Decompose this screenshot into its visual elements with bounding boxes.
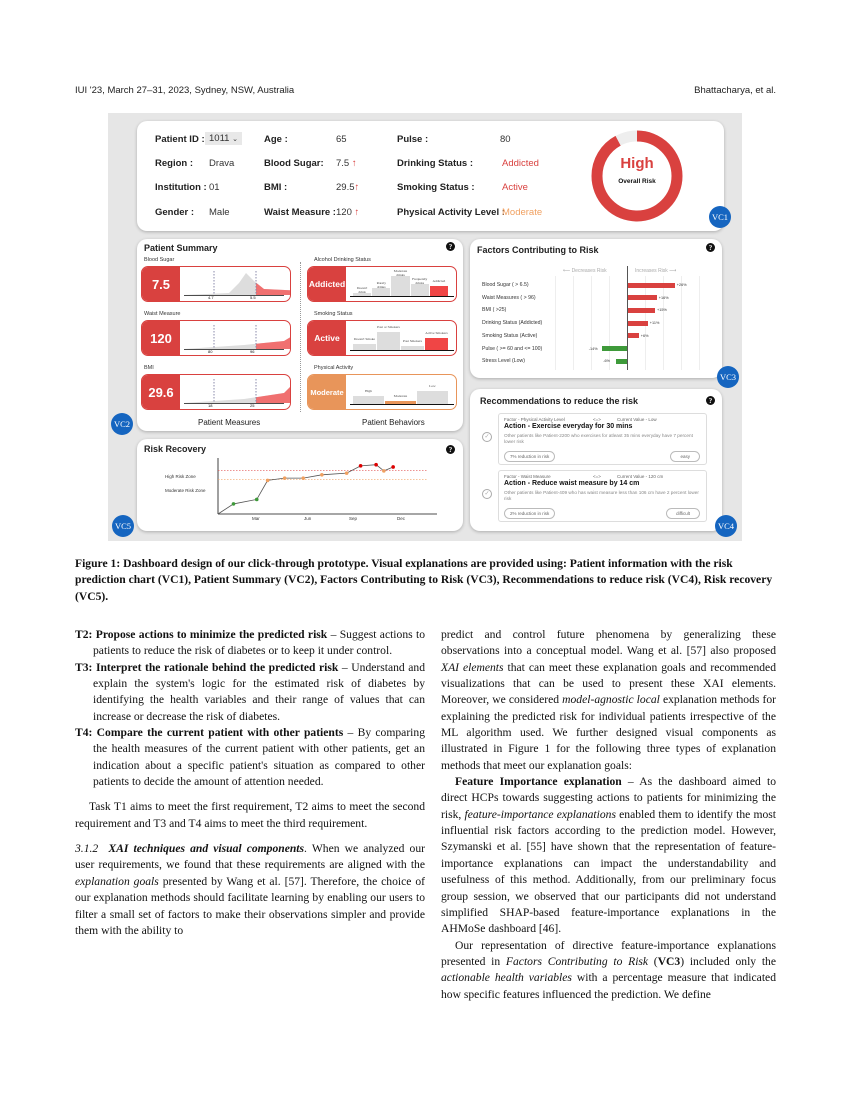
up-arrow-icon: ↑ [354, 207, 360, 218]
gridline [609, 276, 610, 370]
factors-title: Factors Contributing to Risk [477, 245, 599, 255]
right-column [441, 627, 776, 1003]
text-bold: VC3 [657, 954, 681, 968]
gridline [663, 276, 664, 370]
behavior-bar [411, 284, 429, 296]
patient-summary-title: Patient Summary [144, 243, 218, 253]
waist-value [336, 207, 359, 218]
factor-bar [628, 321, 648, 326]
section-title: XAI techniques and visual components [108, 842, 305, 856]
check-circle-icon[interactable]: ✓ [482, 432, 492, 442]
risk-point [301, 476, 305, 480]
reduction-pill: 2% reduction in risk [504, 508, 555, 519]
section-paragraph [75, 841, 425, 939]
text: presented by Wang et al. [57]. Therefore, the choice of our explanation methods should facilitate learning by enabling our users to filter a small set of factors to make their observations simpler and provide them with the ability to [75, 874, 425, 937]
pulse-value: 80 [500, 134, 511, 145]
gridline [555, 276, 556, 370]
axis [350, 404, 454, 405]
behavior-bar [353, 396, 384, 404]
paragraph [441, 774, 776, 937]
arrows: <=> [593, 417, 601, 422]
text-em: Factors Contributing to Risk [505, 954, 649, 968]
text: predict and control future phenomena by generalizing these observations into a conceptual model. Wang et al. [57] also proposed [441, 628, 776, 658]
t3-heading: T3: Interpret the rationale behind the predicted risk [75, 660, 339, 674]
risk-point [359, 464, 363, 468]
behavior-label: Physical Activity [314, 365, 354, 371]
patient-id-select[interactable] [205, 132, 242, 145]
action-text: Action - Reduce waist measure by 14 cm [504, 480, 640, 487]
running-header-left: IUI '23, March 27–31, 2023, Sydney, NSW, Australia [75, 85, 295, 96]
risk-point [283, 476, 287, 480]
distribution-plot [180, 321, 290, 355]
risk-level: High [620, 155, 654, 172]
factor-bar [616, 359, 627, 364]
text-em: model-agnostic local [562, 693, 660, 707]
bmi-number: 29.5 [336, 182, 355, 193]
task-t2 [75, 627, 425, 660]
behavior-category: Addicted [432, 279, 446, 283]
measure-tick: 96 [250, 349, 255, 354]
month-tick: Dec [397, 516, 406, 521]
gender-label: Gender : [155, 207, 195, 218]
measure-tick: 25 [250, 403, 255, 408]
month-tick: Sep [349, 516, 358, 521]
activity-label: Physical Activity Level : [397, 207, 505, 218]
factor-bar [628, 333, 639, 338]
bmi-value [336, 182, 359, 193]
risk-point [266, 479, 270, 483]
arrows: <=> [593, 474, 601, 479]
measure-value: 120 [142, 321, 180, 355]
vc1-badge: VC1 [709, 206, 731, 228]
recommendations-title: Recommendations to reduce the risk [480, 396, 639, 406]
behavior-category: Past or Smokers [377, 325, 400, 329]
factor-name: Factor - Waist Measure [504, 474, 551, 479]
measure-label: BMI [144, 365, 154, 371]
factor-label: Stress Level (Low) [482, 358, 525, 365]
factor-label: Smoking Status (Active) [482, 332, 538, 339]
risk-point [391, 465, 395, 469]
bmi-label: BMI : [264, 182, 288, 193]
factor-bar [628, 295, 657, 300]
patient-id-value: 1011 [209, 133, 230, 144]
task-t3 [75, 660, 425, 725]
t4-body: – By comparing the health measures of the current patient with other patients, get an indication about a specific patient's situation as compared to other patients to decide the amount of attention needed. [93, 726, 425, 789]
measure-box [141, 320, 291, 356]
behavior-bar [391, 276, 409, 296]
gridline [573, 276, 574, 370]
action-text: Action - Exercise everyday for 30 mins [504, 423, 633, 430]
vc3-badge: VC3 [717, 366, 739, 388]
pulse-label: Pulse : [397, 134, 429, 145]
text: ( [648, 954, 658, 968]
text-em: explanation goals [75, 874, 159, 888]
behavior-category: Rarely drinks [376, 281, 386, 289]
factor-value: -14% [588, 346, 598, 351]
institution-label: Institution : [155, 182, 207, 193]
gridline [681, 276, 682, 370]
factor-bar [602, 346, 627, 351]
behavior-category: Active Smokers [425, 331, 448, 335]
increases-risk-label: Increases Risk ⟶ [635, 268, 677, 274]
behavior-box [307, 266, 457, 302]
decreases-text: Decreases Risk [571, 268, 607, 274]
waist-label: Waist Measure : [264, 207, 336, 218]
paragraph-heading: Feature Importance explanation [455, 775, 622, 789]
difficulty-pill: easy [670, 451, 700, 462]
gridline [699, 276, 700, 370]
text: explanation methods for explaining the predicted risk for individual patients irrespective of the ML algorithm used. We further designed visual components as illustrated in Figure 1 for the following three types of explanation methods that meet our explanation goals: [441, 693, 776, 772]
behavior-value: Active [308, 321, 346, 355]
reduction-pill: 7% reduction in risk [504, 451, 555, 462]
section-number: 3.1.2 [75, 842, 99, 856]
factor-value: +26% [676, 283, 687, 287]
figure-caption: Figure 1: Dashboard design of our click-through prototype. Visual explanations are provided using: Patient information with the risk prediction chart (VC1), Patient Summary (VC2), Factors Contributing to Risk (VC3), Recommendations to reduce risk (VC4), Risk recovery (VC5). [75, 557, 773, 603]
measure-tick: 18 [208, 403, 213, 408]
decreases-risk-label: ⟵ Decreases Risk [563, 268, 607, 274]
text: ) included only the [680, 954, 776, 968]
recommendation-description: Other patients like Patient-2200 who exercises for atleast 35 mins everyday have 7 percent lower risk [504, 433, 693, 444]
behavior-category: Doesn't Smoke [353, 337, 376, 341]
up-arrow-icon: ↑ [354, 182, 360, 193]
risk-recovery-title: Risk Recovery [144, 444, 207, 454]
help-icon[interactable]: ? [446, 445, 455, 454]
behavior-category: Low [429, 384, 436, 388]
behavior-category: High [365, 389, 372, 393]
factor-bar [628, 283, 675, 288]
distribution-plot [180, 375, 290, 409]
behavior-value: Moderate [308, 375, 346, 409]
factor-label: BMI ( >25) [482, 307, 507, 314]
measure-box [141, 266, 291, 302]
risk-recovery-chart [137, 439, 463, 531]
risk-point [374, 463, 378, 467]
vc5-badge: VC5 [112, 515, 134, 537]
factor-value: +16% [658, 295, 669, 300]
current-value: Current Value - Low [617, 417, 657, 422]
distribution-plot [180, 267, 290, 301]
behavior-category: Frequently drinks [412, 277, 428, 285]
behavior-bar [377, 332, 400, 350]
behavior-box [307, 374, 457, 410]
recommendation-card[interactable] [484, 413, 707, 465]
measure-value: 7.5 [142, 267, 180, 301]
behavior-value: Addicted [308, 267, 346, 301]
factor-value: -6% [603, 359, 610, 364]
axis [350, 296, 454, 297]
behavior-category: Moderate drinks [393, 269, 408, 277]
behavior-category: Moderate [393, 394, 408, 398]
behavior-category: Doesn't drink [356, 286, 368, 294]
month-tick: Jun [304, 516, 312, 521]
measure-tick: 4.7 [208, 295, 214, 300]
t2-heading: T2: Propose actions to minimize the predicted risk [75, 628, 328, 641]
activity-value: Moderate [502, 207, 543, 218]
text-em: actionable health variables [441, 971, 572, 985]
help-icon[interactable]: ? [706, 396, 715, 405]
behavior-bar [425, 338, 448, 350]
behavior-label: Smoking Status [314, 311, 353, 317]
text: enabled them to identify the most influential risk factors according to the prediction model. However, Szymanski et al. [55] have shown that the representation of feature-importance explanations can impact the understandability and usefulness of this method. Additionally, from our preliminary focus group session, we observed that our participants did not understand simplified SHAP-based feature-importance explanations in the AHMoSe dashboard [46]. [441, 807, 776, 936]
behavior-bar [430, 286, 448, 296]
up-arrow-icon: ↑ [351, 158, 357, 169]
current-value: Current Value - 120 cm [617, 474, 664, 479]
t2-body: – Suggest actions to patients to reduce the risk of diabetes or to keep it under control. [93, 628, 425, 658]
risk-point [382, 469, 386, 473]
check-circle-icon[interactable]: ✓ [482, 489, 492, 499]
measure-label: Waist Measure [144, 311, 181, 317]
risk-line [218, 465, 393, 514]
recommendation-card[interactable] [484, 470, 707, 522]
risk-point [232, 502, 236, 506]
text-em: feature-importance explanations [464, 807, 616, 821]
text-em: XAI elements [441, 660, 504, 674]
vc4-badge: VC4 [715, 515, 737, 537]
drinking-label: Drinking Status : [397, 158, 474, 169]
running-header-right: Bhattacharya, et al. [694, 85, 776, 96]
waist-number: 120 [336, 207, 352, 218]
factor-name: Factor - Physical Activity Level [504, 417, 565, 422]
help-icon[interactable]: ? [446, 242, 455, 251]
overall-risk-donut [587, 126, 687, 226]
blood-sugar-label: Blood Sugar: [264, 158, 324, 169]
text: that can meet these explanation goals and recommended visualizations that can be used to present these XAI elements. Moreover, we considered [441, 660, 776, 707]
axis [350, 350, 454, 351]
task-t4 [75, 725, 425, 790]
text: . When we analyzed our user requirements, we found that these requirements are aligned with the [75, 842, 425, 872]
smoking-label: Smoking Status : [397, 182, 475, 193]
text: Our representation of directive feature-importance explanations presented in [441, 938, 776, 968]
factor-label: Waist Measures ( > 96) [482, 294, 536, 301]
t4-heading: T4: Compare the current patient with other patients [75, 726, 344, 740]
behavior-bar [417, 391, 448, 404]
behavior-bar [372, 288, 390, 296]
behavior-category: Past Smokers [403, 339, 422, 343]
difficulty-pill: difficult [666, 508, 700, 519]
recommendation-description: Other patients like Patient-409 who has waist measure less than 106 cm have 2 percent lower risk [504, 490, 699, 501]
blood-sugar-value [336, 158, 357, 169]
vc2-badge: VC2 [111, 413, 133, 435]
risk-point [255, 498, 259, 502]
behavior-box [307, 320, 457, 356]
factor-value: +15% [657, 308, 667, 313]
measure-tick: 80 [208, 349, 213, 354]
institution-value: 01 [209, 182, 220, 193]
age-value: 65 [336, 134, 347, 145]
risk-arc [597, 136, 677, 216]
left-column [75, 627, 425, 939]
text: – As the dashboard aimed to direct HCPs towards suggesting actions to patients for minimizing the risk, [441, 775, 776, 821]
smoking-value: Active [502, 182, 528, 193]
moderate-zone-label: Moderate Risk Zone [165, 488, 206, 493]
factor-bar [628, 308, 655, 313]
factor-value: +11% [649, 321, 660, 326]
text: with a percentage measure that indicated how specific features influenced the prediction. We define [441, 971, 776, 1001]
factor-label: Pulse ( >= 60 and <= 100) [482, 345, 543, 352]
task-paragraph: Task T1 aims to meet the first requirement, T2 aims to meet the second requirement and T3 and T4 aims to meet the third requirement. [75, 800, 425, 830]
patient-behaviors-caption: Patient Behaviors [362, 418, 425, 427]
gridline [591, 276, 592, 370]
blood-sugar-number: 7.5 [336, 158, 350, 169]
factor-value: +6% [640, 333, 649, 338]
high-zone-label: High Risk Zone [165, 474, 196, 479]
drinking-value: Addicted [502, 158, 539, 169]
gender-value: Male [209, 207, 230, 218]
help-icon[interactable]: ? [706, 243, 715, 252]
behavior-label: Alcohol Drinking Status [314, 257, 371, 263]
paragraph [441, 627, 776, 774]
paragraph [441, 938, 776, 1003]
patient-measures-caption: Patient Measures [198, 418, 261, 427]
chevron-down-icon: ⌄ [232, 136, 238, 143]
measure-label: Blood Sugar [144, 257, 175, 263]
t3-body: – Understand and explain the system's logic for the estimated risk of diabetes by identifying the health variables and their range of values that can increase or decrease the risk of diabetes. [93, 660, 426, 723]
factor-label: Blood Sugar ( > 6.5) [482, 282, 529, 288]
age-label: Age : [264, 134, 288, 145]
measure-tick: 5.5 [250, 295, 256, 300]
factors-card [470, 239, 722, 378]
region-label: Region : [155, 158, 193, 169]
region-value: Drava [209, 158, 235, 169]
measure-value: 29.6 [142, 375, 180, 409]
risk-point [320, 473, 324, 477]
factor-label: Drinking Status (Addicted) [482, 320, 543, 327]
patient-id-label: Patient ID : [155, 134, 205, 145]
risk-caption: Overall Risk [618, 178, 656, 185]
divider [300, 262, 301, 412]
risk-point [345, 471, 349, 475]
month-tick: Mar [252, 516, 260, 521]
increases-text: Increases Risk [635, 268, 668, 274]
measure-box [141, 374, 291, 410]
